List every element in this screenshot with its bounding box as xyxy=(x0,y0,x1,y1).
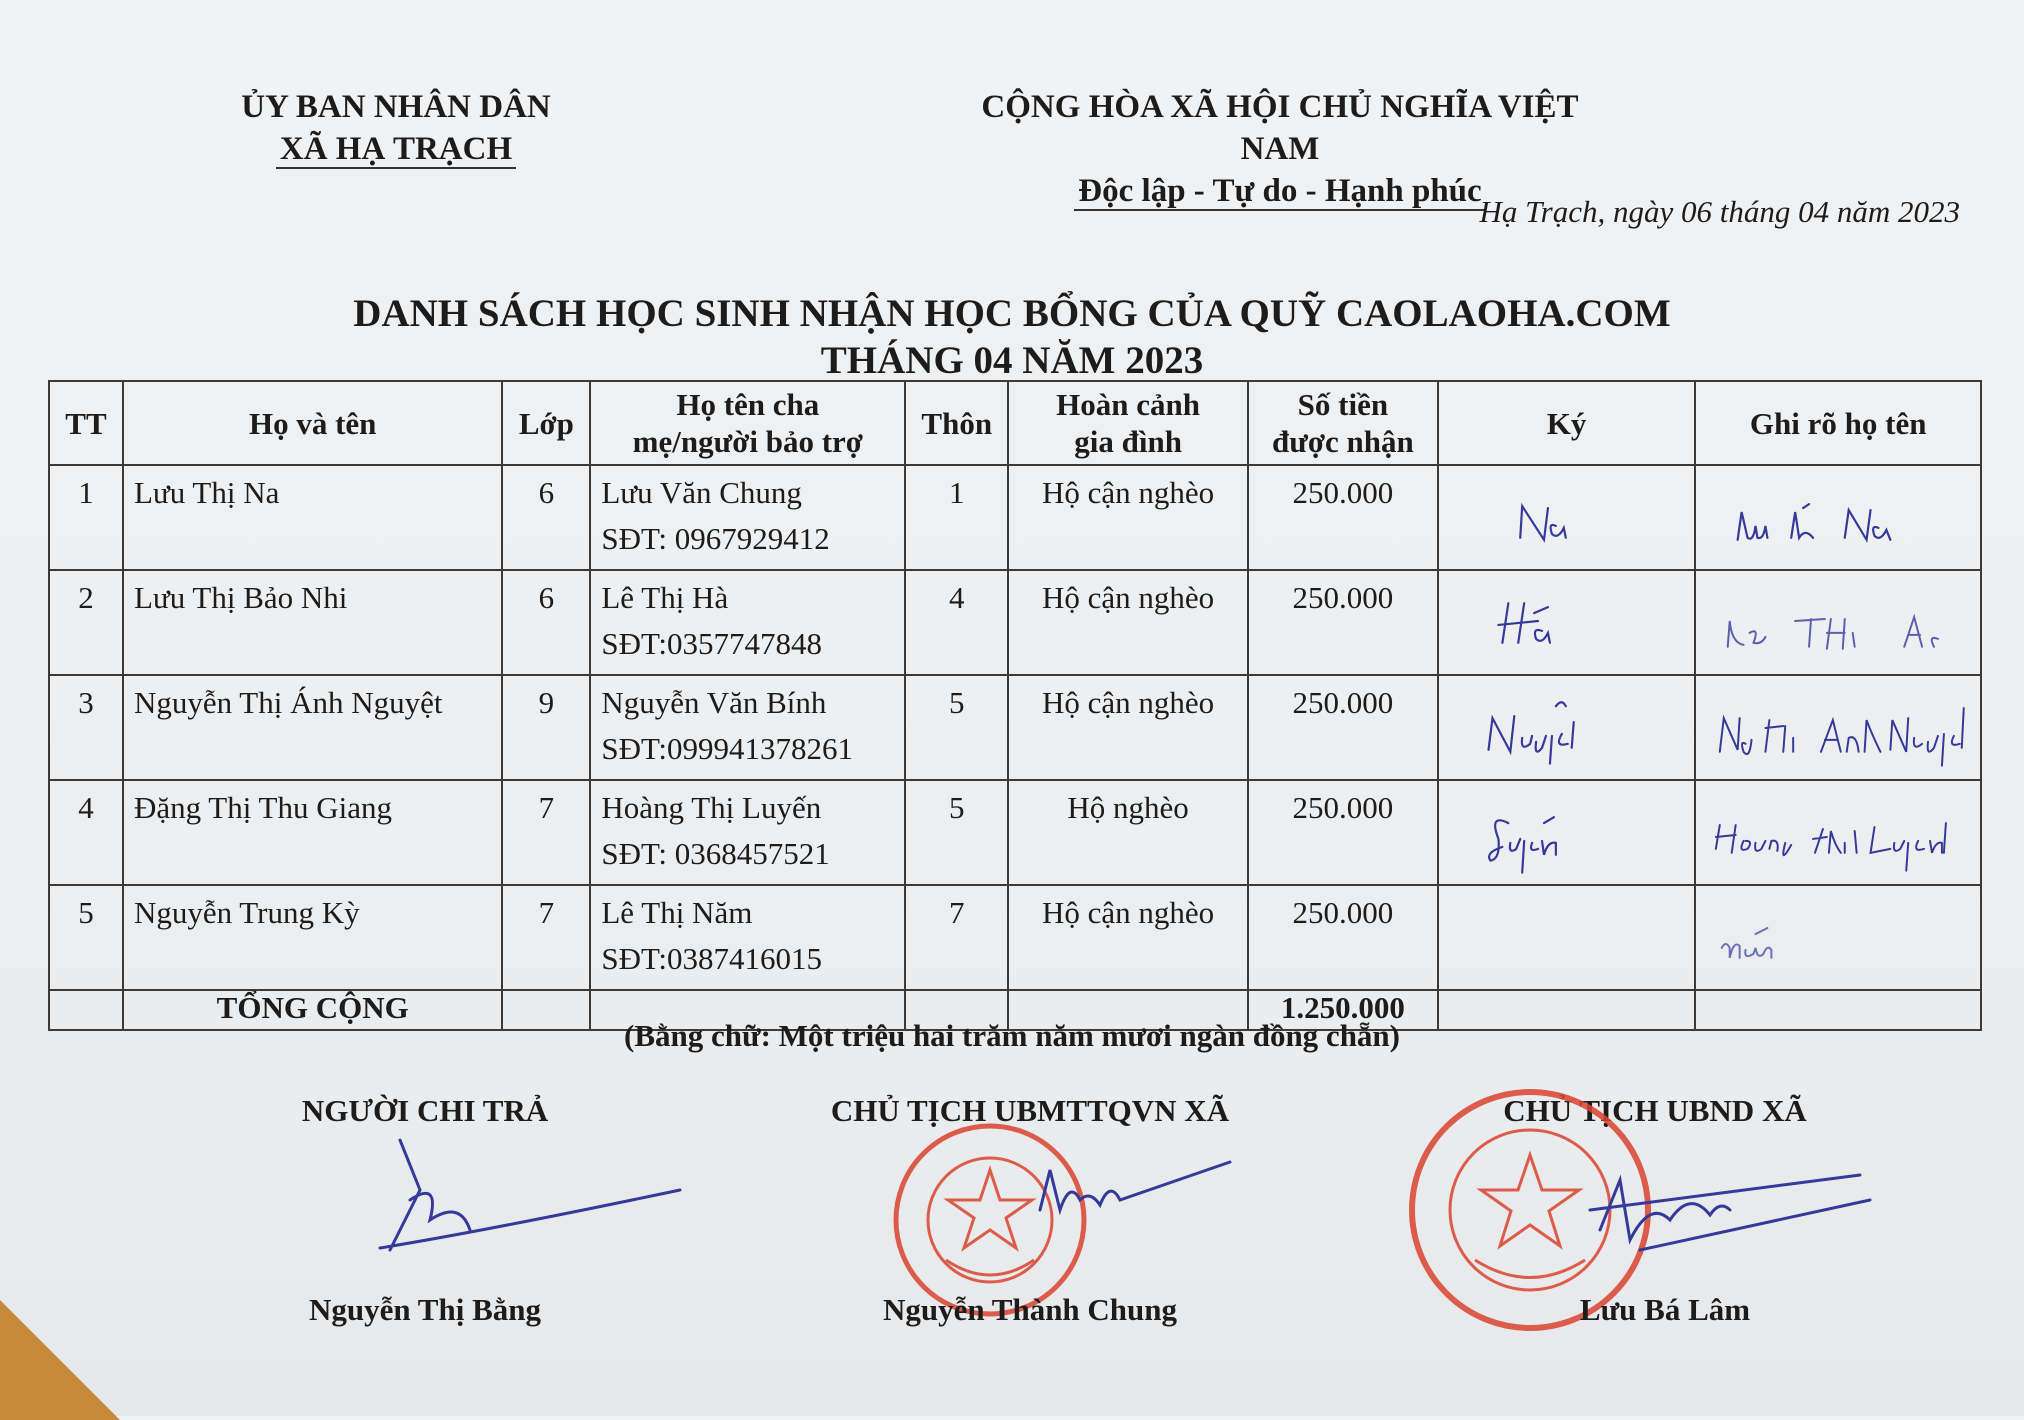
cell-tt: 1 xyxy=(49,465,123,570)
cell-name: Lưu Thị Na xyxy=(123,465,502,570)
col-name: Họ và tên xyxy=(123,381,502,465)
cell-tt: 3 xyxy=(49,675,123,780)
cell-village: 1 xyxy=(905,465,1008,570)
total-label: TỔNG CỘNG xyxy=(123,990,502,1030)
cell-class: 6 xyxy=(502,570,590,675)
handwritten-name xyxy=(1696,781,1980,884)
total-amount: 1.250.000 xyxy=(1248,990,1438,1030)
cell-fullname xyxy=(1695,675,1981,780)
cell-name: Lưu Thị Bảo Nhi xyxy=(123,570,502,675)
scholarship-table xyxy=(48,380,1982,1031)
col-class: Lớp xyxy=(502,381,590,465)
payer-title: NGƯỜI CHI TRẢ xyxy=(301,1093,549,1128)
cell-situation: Hộ nghèo xyxy=(1008,780,1248,885)
cell-class: 7 xyxy=(502,885,590,990)
cell-fullname xyxy=(1695,465,1981,570)
issuing-authority xyxy=(236,86,556,170)
cell-village: 7 xyxy=(905,885,1008,990)
table-row xyxy=(49,570,1981,675)
motto: Độc lập - Tự do - Hạnh phúc xyxy=(1074,173,1485,211)
payer-name: Nguyễn Thị Bằng xyxy=(308,1292,541,1327)
handwritten-signature xyxy=(1439,676,1695,779)
cell-tt: 4 xyxy=(49,780,123,885)
amount-in-words: (Bằng chữ: Một triệu hai trăm năm mươi ngàn đồng chẵn) xyxy=(624,1018,1400,1053)
cell-village: 5 xyxy=(905,675,1008,780)
country-name: CỘNG HÒA XÃ HỘI CHỦ NGHĨA VIỆT NAM xyxy=(981,89,1579,167)
cell-fullname xyxy=(1695,885,1981,990)
cell-name: Nguyễn Thị Ánh Nguyệt xyxy=(123,675,502,780)
handwritten-signature xyxy=(1439,466,1695,569)
cell-amount: 250.000 xyxy=(1248,570,1438,675)
cell-fullname xyxy=(1695,780,1981,885)
cell-village: 4 xyxy=(905,570,1008,675)
authority-line1: ỦY BAN NHÂN DÂN xyxy=(241,89,551,125)
cell-sign xyxy=(1438,675,1696,780)
handwritten-name xyxy=(1696,886,1980,989)
ubnd-chair-title: CHỦ TỊCH UBND XÃ xyxy=(1503,1093,1807,1128)
cell-name: Đặng Thị Thu Giang xyxy=(123,780,502,885)
header-row xyxy=(49,381,1981,465)
cell-class: 7 xyxy=(502,780,590,885)
cell-amount: 250.000 xyxy=(1248,885,1438,990)
table-row xyxy=(49,780,1981,885)
authority-line2: XÃ HẠ TRẠCH xyxy=(276,131,516,169)
place-date: Hạ Trạch, ngày 06 tháng 04 năm 2023 xyxy=(1479,194,1960,229)
cell-situation: Hộ cận nghèo xyxy=(1008,675,1248,780)
cell-guardian: Lê Thị Năm SĐT:0387416015 xyxy=(590,885,905,990)
cell-situation: Hộ cận nghèo xyxy=(1008,885,1248,990)
col-sign: Ký xyxy=(1438,381,1696,465)
cell-guardian: Lê Thị Hà SĐT:0357747848 xyxy=(590,570,905,675)
cell-guardian: Nguyễn Văn Bính SĐT:099941378261 xyxy=(590,675,905,780)
cell-sign xyxy=(1438,465,1696,570)
document-title: DANH SÁCH HỌC SINH NHẬN HỌC BỔNG CỦA QUỸ CAOLAOHA.COM xyxy=(353,292,1671,335)
ubnd-chair-name: Lưu Bá Lâm xyxy=(1579,1292,1751,1327)
col-amount: Số tiền được nhận xyxy=(1248,381,1438,465)
col-tt: TT xyxy=(49,381,123,465)
table-row xyxy=(49,675,1981,780)
cell-name: Nguyễn Trung Kỳ xyxy=(123,885,502,990)
ubnd-signature xyxy=(1580,1160,1880,1260)
cell-situation: Hộ cận nghèo xyxy=(1008,570,1248,675)
handwritten-name xyxy=(1696,571,1980,674)
cell-amount: 250.000 xyxy=(1248,780,1438,885)
handwritten-name xyxy=(1696,676,1980,779)
cell-class: 9 xyxy=(502,675,590,780)
mttq-chair-title: CHỦ TỊCH UBMTTQVN XÃ xyxy=(830,1093,1230,1128)
col-fullname: Ghi rõ họ tên xyxy=(1695,381,1981,465)
cell-amount: 250.000 xyxy=(1248,675,1438,780)
col-guardian: Họ tên cha mẹ/người bảo trợ xyxy=(590,381,905,465)
mttq-chair-name: Nguyễn Thành Chung xyxy=(882,1292,1178,1327)
handwritten-name xyxy=(1696,466,1980,569)
cell-village: 5 xyxy=(905,780,1008,885)
background-corner xyxy=(0,1300,120,1420)
handwritten-signature xyxy=(1439,571,1695,674)
mttq-signature xyxy=(1030,1150,1250,1240)
handwritten-signature xyxy=(1439,781,1695,884)
cell-amount: 250.000 xyxy=(1248,465,1438,570)
table-row xyxy=(49,885,1981,990)
cell-sign xyxy=(1438,570,1696,675)
cell-fullname xyxy=(1695,570,1981,675)
cell-guardian: Lưu Văn Chung SĐT: 0967929412 xyxy=(590,465,905,570)
cell-class: 6 xyxy=(502,465,590,570)
table-row xyxy=(49,465,1981,570)
cell-tt: 5 xyxy=(49,885,123,990)
cell-guardian: Hoàng Thị Luyến SĐT: 0368457521 xyxy=(590,780,905,885)
cell-sign xyxy=(1438,780,1696,885)
cell-tt: 2 xyxy=(49,570,123,675)
cell-situation: Hộ cận nghèo xyxy=(1008,465,1248,570)
col-situation: Hoàn cảnh gia đình xyxy=(1008,381,1248,465)
cell-sign xyxy=(1438,885,1696,990)
document-subtitle: THÁNG 04 NĂM 2023 xyxy=(820,339,1204,382)
payer-signature xyxy=(350,1130,700,1260)
col-village: Thôn xyxy=(905,381,1008,465)
